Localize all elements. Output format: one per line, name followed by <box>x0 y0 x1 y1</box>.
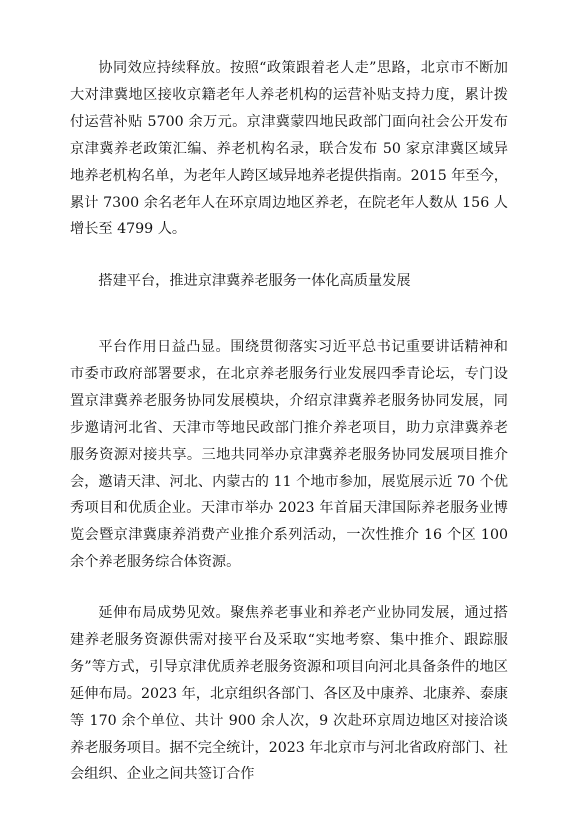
paragraph-extended-layout: 延伸布局成势见效。聚焦养老事业和养老产业协同发展，通过搭建养老服务资源供需对接平台及采取“实地考察、集中推介、跟踪服务”等方式，引导京津优质养老服务资源和项目向河北具备条件的地区延伸布局。2023 年，北京组织各部门、各区及中康养、北康养、泰康等 170 余个单位、共计 900 余人次，9 次赴环京周边地区对接洽谈养老服务项目。据不完全统计，2023 年北京市与河北省政府部门、社会组织、企业之间共签订合作 <box>70 605 508 783</box>
paragraph-platform-role: 平台作用日益凸显。围绕贯彻落实习近平总书记重要讲话精神和市委市政府部署要求，在北京养老服务行业发展四季青论坛，专门设置京津冀养老服务协同发展模块，介绍京津冀养老服务协同发展，同步邀请河北省、天津市等地民政部门推介养老项目，助力京津冀养老服务资源对接共享。三地共同举办京津冀养老服务协同发展项目推介会，邀请天津、河北、内蒙古的 11 个地市参加，展览展示近 70 个优秀项目和优质企业。天津市举办 2023 年首届天津国际养老服务业博览会暨京津冀康养消费产业推介系列活动，一次性推介 16 个区 100 余个养老服务综合体资源。 <box>70 339 508 571</box>
paragraph-synergy-effect: 协同效应持续释放。按照“政策跟着老人走”思路，北京市不断加大对津冀地区接收京籍老年人养老机构的运营补贴支持力度，累计拨付运营补贴 5700 余万元。京津冀蒙四地民政部门面向社会公开发布京津冀养老政策汇编、养老机构名录，联合发布 50 家京津冀区域异地养老机构名单，为老年人跨区域异地养老提供指南。2015 年至今，累计 7300 余名老年人在环京周边地区养老，在院老年人数从 156 人增长至 4799 人。 <box>70 60 508 238</box>
section-heading-platform: 搭建平台，推进京津冀养老服务一体化高质量发展 <box>98 273 411 289</box>
